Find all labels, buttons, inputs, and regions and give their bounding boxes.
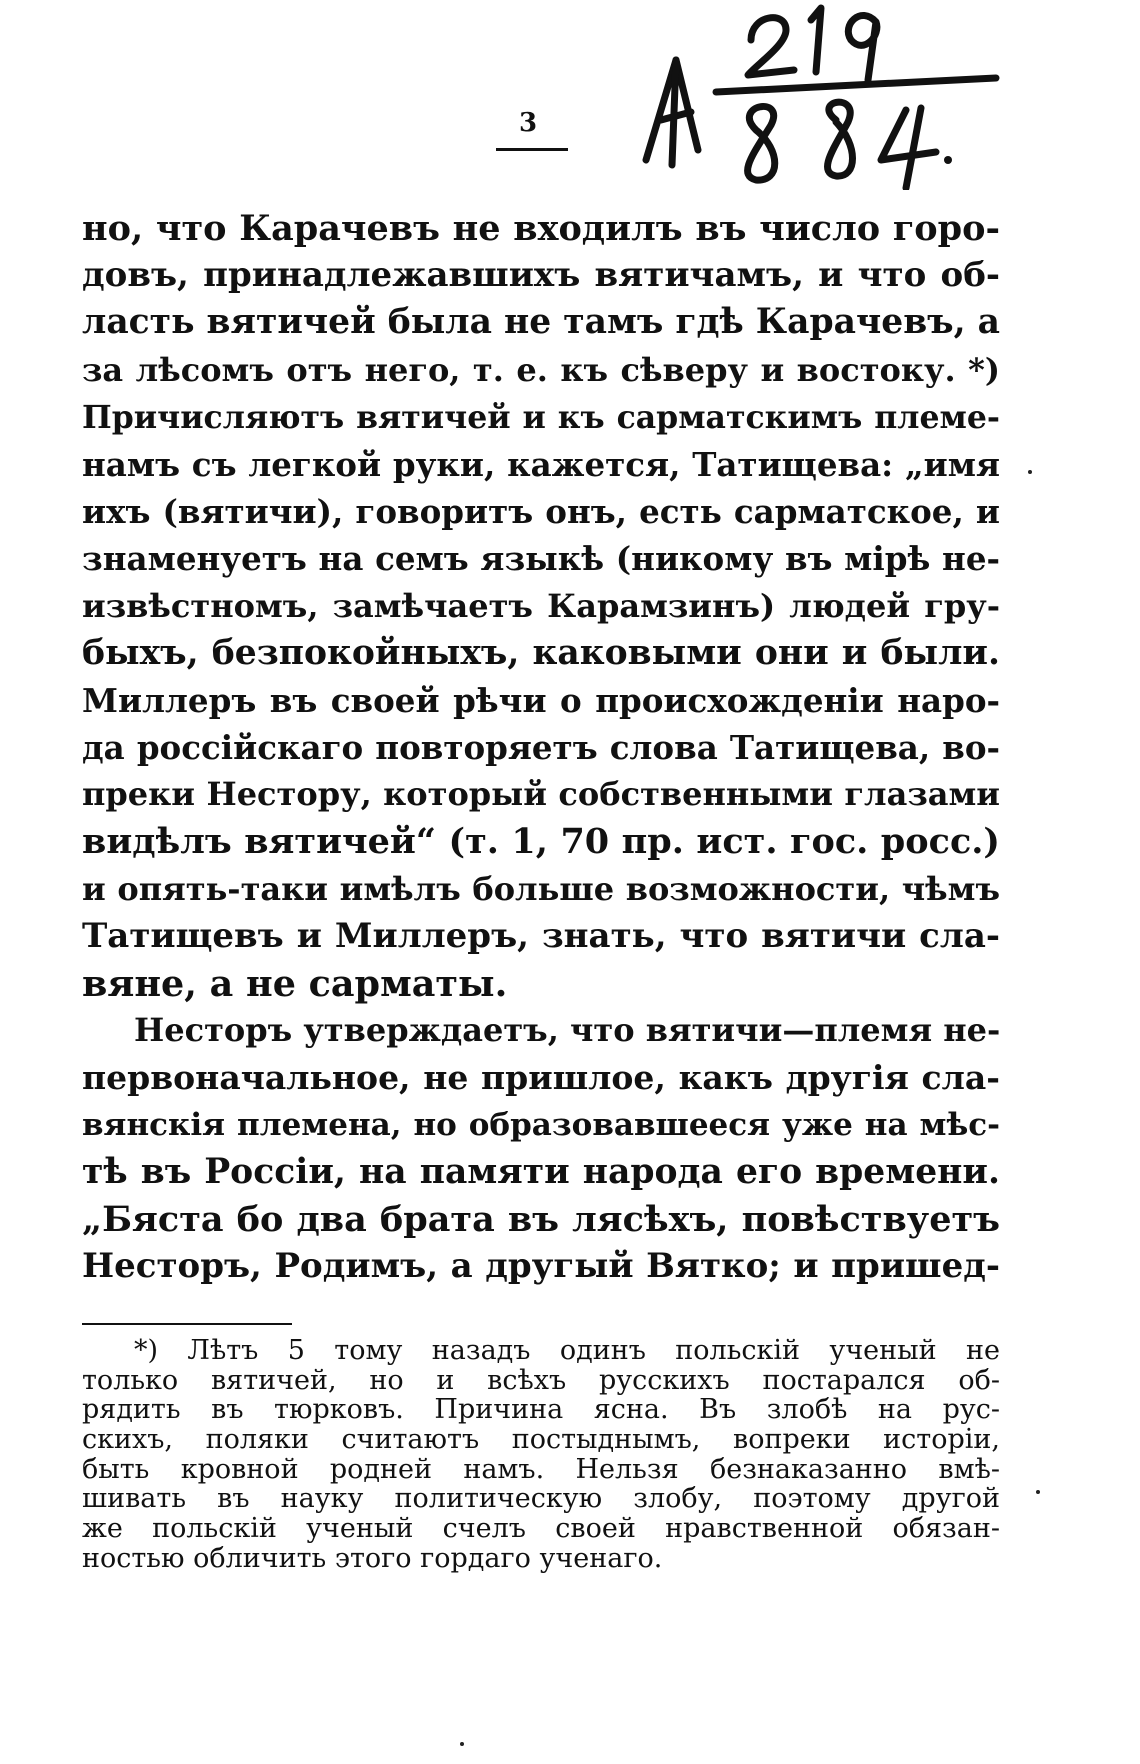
text-line: ихъ (вятичи), говоритъ онъ, есть сарматское, и (82, 492, 1000, 532)
text-line: вянскія племена, но образовавшееся уже на мѣс- (82, 1106, 1000, 1143)
text-line: довъ, принадлежавшихъ вятичамъ, и что об- (82, 255, 1000, 296)
shelfmark-drawing (636, 0, 1016, 190)
footnote-line: же польскій ученый счелъ своей нравственной обязан- (82, 1513, 1000, 1545)
text-line: Татищевъ и Миллеръ, знать, что вятичи сла- (82, 915, 1000, 956)
body-text (82, 205, 1000, 1290)
text-line: за лѣсомъ отъ него, т. е. къ сѣверу и востоку. *) (82, 350, 1000, 389)
text-line: видѣлъ вятичей“ (т. 1, 70 пр. ист. гос. росс.) (82, 821, 1000, 863)
text-line: да россійскаго повторяетъ слова Татищева, во- (82, 728, 1000, 768)
footnote-line: рядить въ тюрковъ. Причина ясна. Въ злобѣ на рус- (82, 1394, 1000, 1426)
page-number: 3 (518, 108, 538, 138)
footnote-line: только вятичей, но и всѣхъ русскихъ постарался об- (82, 1364, 1000, 1396)
text-line: Причисляютъ вятичей и къ сарматскимъ племе- (82, 398, 1000, 436)
text-line: преки Нестору, который собственными глазами (82, 775, 1000, 814)
footnote-line: ностью обличить этого гордаго ученаго. (82, 1542, 663, 1574)
text-line: но, что Карачевъ не входилъ въ число горо- (82, 208, 1000, 249)
text-line: и опять-таки имѣлъ больше возможности, чѣмъ (82, 869, 1000, 908)
footnote-line: шивать въ науку политическую злобу, поэтому другой (82, 1483, 1000, 1515)
print-speck (1028, 470, 1032, 474)
text-line: быхъ, безпокойныхъ, каковыми они и были. (82, 632, 1000, 673)
print-speck (460, 1742, 464, 1746)
text-line: Несторъ утверждаетъ, что вятичи—племя не- (134, 1011, 1001, 1050)
text-line: первоначальное, не пришлое, какъ другія сла- (82, 1058, 1000, 1098)
text-line: намъ съ легкой руки, кажется, Татищева: „имя (82, 444, 1000, 484)
text-line: извѣстномъ, замѣчаетъ Карамзинъ) людей гру- (82, 586, 1000, 625)
print-speck (1036, 1490, 1040, 1494)
footnote-line: быть кровной родней намъ. Нельзя безнаказанно вмѣ- (82, 1453, 1000, 1485)
text-line: ласть вятичей была не тамъ гдѣ Карачевъ, а (82, 302, 1001, 343)
text-line: Несторъ, Родимъ, а другый Вятко; и пришед- (82, 1246, 1000, 1287)
text-line: „Бяста бо два брата въ лясѣхъ, повѣствуетъ (82, 1198, 1000, 1240)
footnote-line: скихъ, поляки считаютъ постыднымъ, вопреки исторіи, (82, 1424, 1000, 1456)
handwritten-shelfmark (636, 0, 1016, 190)
text-line: тѣ въ Россіи, на памяти народа его времени. (82, 1151, 1000, 1192)
text-line: вяне, а не сарматы. (82, 962, 508, 1005)
page-number-rule (496, 148, 568, 151)
text-line: знаменуетъ на семъ языкѣ (никому въ мірѣ не- (82, 539, 1000, 579)
footnote-line: *) Лѣтъ 5 тому назадъ одинъ польскій ученый не (134, 1335, 1000, 1366)
text-line: Миллеръ въ своей рѣчи о происхожденіи наро- (82, 680, 1000, 720)
footnote (82, 1336, 1000, 1574)
footnote-rule (82, 1323, 292, 1325)
